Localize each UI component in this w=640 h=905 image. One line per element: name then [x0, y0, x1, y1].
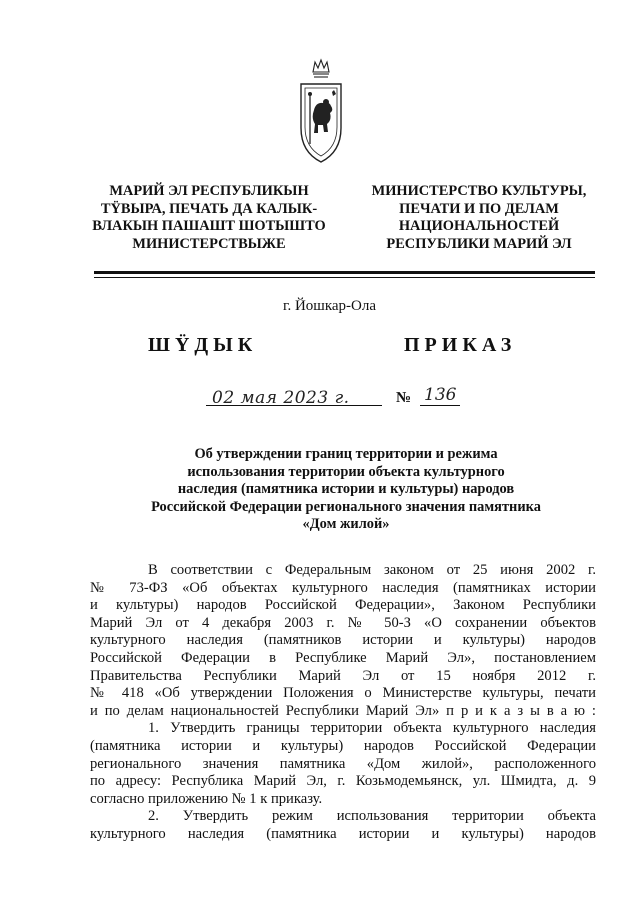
- handwritten-date: 02 мая 2023 г.: [212, 388, 350, 408]
- header-divider-thick: [94, 271, 595, 274]
- body-line: В соответствии с Федеральным законом от 25 июня 2002 г.: [148, 562, 596, 578]
- header-left-line: ТŸВЫРА, ПЕЧАТЬ ДА КАЛЫК-: [100, 200, 318, 217]
- handwritten-number: 136: [424, 385, 457, 405]
- title-line: использования территории объекта культурного: [187, 463, 505, 480]
- document-body: [90, 562, 596, 844]
- city-name: г. Йошкар-Ола: [283, 298, 377, 314]
- body-line: по адресу: Республика Марий Эл, г. Козьмодемьянск, ул. Шмидта, д. 9: [90, 773, 596, 790]
- body-line: и культуры) народов Российской Федерации», Законом Республики: [90, 597, 596, 614]
- body-line: согласно приложению № 1 к приказу.: [90, 790, 323, 807]
- header-right-line: МИНИСТЕРСТВО КУЛЬТУРЫ,: [371, 183, 587, 199]
- document-title: [96, 446, 596, 534]
- body-line: (памятника истории и культуры) народов Российской Федерации: [90, 737, 596, 754]
- header-left-mari: [84, 183, 334, 253]
- order-title-mari: ШŸДЫК: [148, 334, 258, 356]
- header-right-line: ПЕЧАТИ И ПО ДЕЛАМ: [399, 200, 559, 217]
- number-underline: [420, 405, 460, 406]
- title-line: «Дом жилой»: [302, 516, 390, 533]
- body-line: культурного наследия (памятников истории и культуры) народов: [90, 632, 596, 649]
- title-line: Об утверждении границ территории и режима: [194, 446, 498, 462]
- body-line: 2. Утвердить режим использования территории объекта: [148, 808, 596, 825]
- body-line: Российской Федерации в Республике Марий Эл», постановлением: [90, 649, 596, 666]
- order-title-russian: ПРИКАЗ: [404, 334, 517, 356]
- header-left-line: МИНИСТЕРСТВЫЖЕ: [132, 235, 286, 252]
- number-sign: №: [396, 390, 412, 406]
- body-line: № 418 «Об утверждении Положения о Министерстве культуры, печати: [90, 685, 596, 702]
- body-line: № 73-ФЗ «Об объектах культурного наследия (памятниках истории: [90, 579, 596, 596]
- header-left-line: ВЛАКЫН ПАШАШТ ШОТЫШТО: [92, 218, 326, 234]
- header-right-line: НАЦИОНАЛЬНОСТЕЙ: [398, 218, 560, 234]
- header-right-line: РЕСПУБЛИКИ МАРИЙ ЭЛ: [386, 235, 572, 252]
- header-left-line: МАРИЙ ЭЛ РЕСПУБЛИКЫН: [109, 183, 309, 199]
- body-line: регионального значения памятника «Дом жилой», расположенного: [90, 755, 596, 772]
- body-line: 1. Утвердить границы территории объекта культурного наследия: [148, 720, 596, 737]
- body-line: Правительства Республики Марий Эл от 15 ноября 2012 г.: [90, 667, 596, 684]
- header-divider-thin: [94, 277, 595, 278]
- coat-of-arms-emblem: [296, 58, 346, 166]
- body-line: и по делам национальностей Республики Марий Эл» п р и к а з ы в а ю :: [90, 702, 596, 719]
- title-line: наследия (памятника истории и культуры) народов: [177, 481, 515, 498]
- body-line: Марий Эл от 4 декабря 2003 г. № 50-З «О сохранении объектов: [90, 614, 596, 631]
- body-line: культурного наследия (памятника истории и культуры) народов: [90, 825, 596, 842]
- header-right-russian: [354, 183, 604, 253]
- title-line: Российской Федерации регионального значения памятника: [151, 498, 541, 515]
